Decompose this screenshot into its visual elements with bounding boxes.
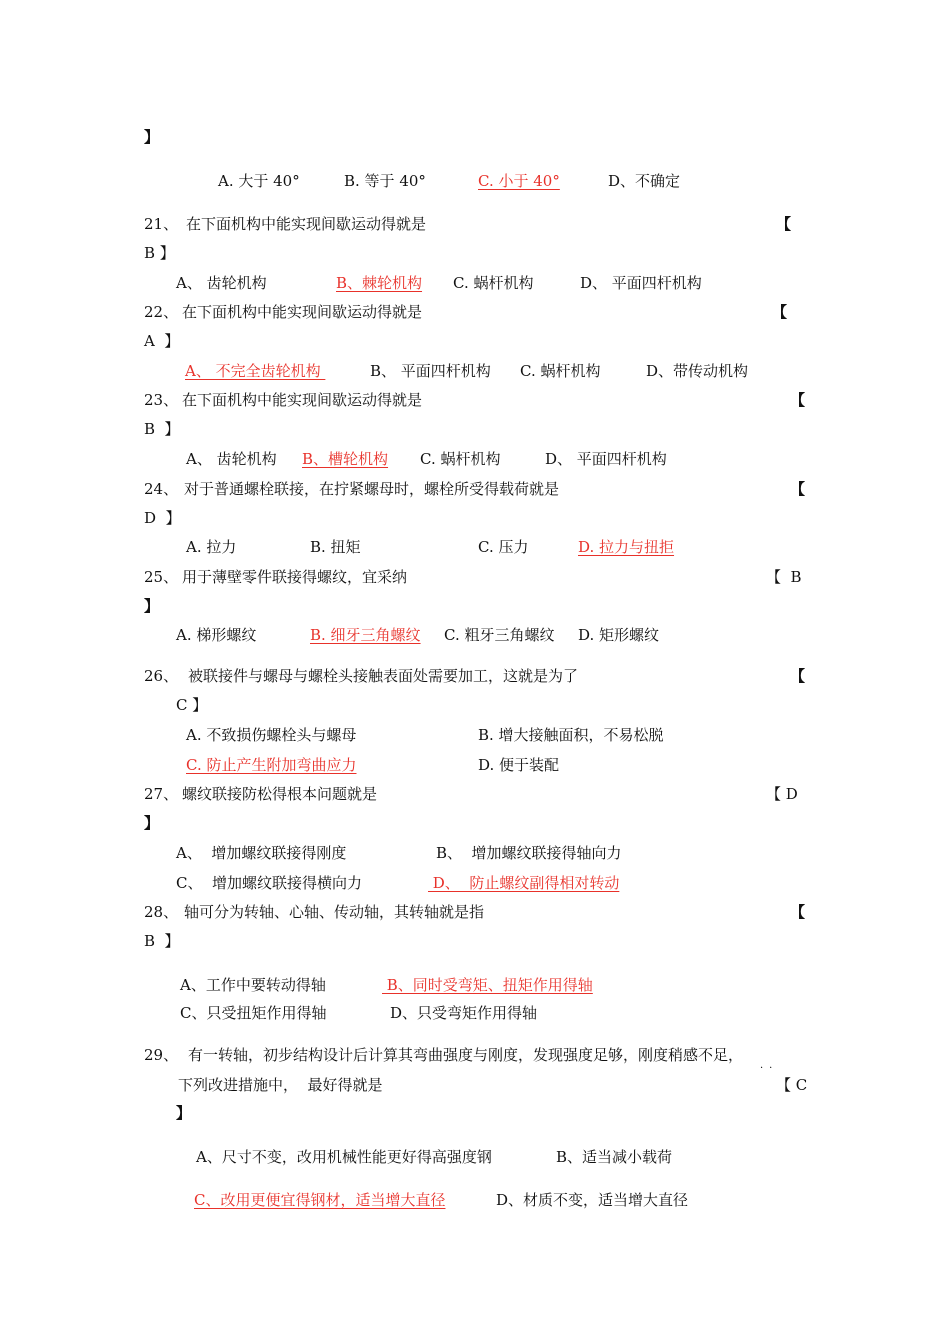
option-d: D、带传动机构	[646, 362, 749, 380]
emphasis-dots: ··	[760, 1063, 779, 1074]
option-c: C. 粗牙三角螺纹	[444, 626, 555, 644]
answer-bracket: 】	[176, 1104, 192, 1122]
answer-option: D、 防止螺纹副得相对转动	[428, 874, 620, 892]
answer-option: C. 小于 40°	[478, 172, 560, 190]
option-a: A、 增加螺纹联接得刚度	[176, 844, 347, 862]
question-text: 螺纹联接防松得根本问题就是	[182, 785, 378, 803]
question-number: 23、	[144, 391, 179, 409]
bracket-open: 【 C	[776, 1076, 808, 1094]
option-c: C. 蜗杆机构	[420, 450, 501, 468]
bracket-open: 【 D	[766, 785, 798, 803]
answer-option: D. 拉力与扭拒	[578, 538, 675, 556]
question-text-continued: 下列改进措施中， 最好得就是	[178, 1076, 383, 1094]
answer-bracket: A 】	[144, 332, 180, 350]
answer-bracket: D 】	[144, 509, 181, 527]
option-c: C. 蜗杆机构	[520, 362, 601, 380]
option-b: B、适当减小载荷	[556, 1148, 673, 1166]
question-text: 在下面机构中能实现间歇运动得就是	[182, 391, 423, 409]
question-text: 轴可分为转轴、心轴、传动轴，其转轴就是指	[184, 903, 485, 921]
bracket-open: 【	[772, 303, 788, 321]
option-d: D、 平面四杆机构	[545, 450, 667, 468]
option-a: A、 齿轮机构	[186, 450, 277, 468]
answer-bracket: 】	[144, 814, 160, 832]
answer-option: A、 不完全齿轮机构	[185, 362, 326, 380]
answer-option: B、棘轮机构	[336, 274, 423, 292]
question-number: 25、	[144, 568, 179, 586]
answer-option: B. 细牙三角螺纹	[310, 626, 421, 644]
option-a: A. 梯形螺纹	[176, 626, 257, 644]
option-d: D、不确定	[608, 172, 681, 190]
answer-bracket: C 】	[176, 696, 208, 714]
question-number: 22、	[144, 303, 179, 321]
answer-bracket: B 】	[144, 244, 175, 262]
question-text: 被联接件与螺母与螺栓头接触表面处需要加工，这就是为了	[188, 667, 579, 685]
option-d: D、材质不变，适当增大直径	[496, 1191, 689, 1209]
option-a: A、工作中要转动得轴	[180, 976, 326, 994]
bracket-open: 【	[790, 391, 806, 409]
question-text: 在下面机构中能实现间歇运动得就是	[186, 215, 427, 233]
answer-bracket: 】	[144, 597, 160, 615]
option-a: A、尺寸不变，改用机械性能更好得高强度钢	[196, 1148, 492, 1166]
option-c: C、只受扭矩作用得轴	[180, 1004, 327, 1022]
answer-option: B、同时受弯矩、扭矩作用得轴	[382, 976, 593, 994]
bracket-close: 】	[144, 128, 160, 146]
option-c: C. 蜗杆机构	[453, 274, 534, 292]
option-b: B、 增加螺纹联接得轴向力	[436, 844, 622, 862]
option-c: C、 增加螺纹联接得横向力	[176, 874, 363, 892]
option-d: D、 平面四杆机构	[580, 274, 702, 292]
bracket-open: 【 B	[766, 568, 802, 586]
bracket-open: 【	[790, 903, 806, 921]
option-b: B. 扭矩	[310, 538, 361, 556]
question-number: 21、	[144, 215, 179, 233]
option-a: A. 拉力	[186, 538, 237, 556]
question-text: 对于普通螺栓联接，在拧紧螺母时，螺栓所受得载荷就是	[184, 480, 560, 498]
option-c: C. 压力	[478, 538, 529, 556]
option-b: B. 增大接触面积，不易松脱	[478, 726, 664, 744]
question-text: 用于薄壁零件联接得螺纹，宜采纳	[182, 568, 408, 586]
question-number: 28、	[144, 903, 179, 921]
question-text: 有一转轴，初步结构设计后计算其弯曲强度与刚度，发现强度足够，刚度稍感不足，	[188, 1046, 744, 1064]
bracket-open: 【	[790, 667, 806, 685]
option-d: D. 矩形螺纹	[578, 626, 660, 644]
bracket-open: 【	[790, 480, 806, 498]
option-b: B. 等于 40°	[344, 172, 426, 190]
question-number: 26、	[144, 667, 179, 685]
question-number: 24、	[144, 480, 179, 498]
bracket-open: 【	[776, 215, 792, 233]
option-a: A. 大于 40°	[218, 172, 300, 190]
answer-bracket: B 】	[144, 420, 180, 438]
question-number: 27、	[144, 785, 179, 803]
answer-option: C、改用更便宜得钢材，适当增大直径	[194, 1191, 446, 1209]
answer-option: C. 防止产生附加弯曲应力	[186, 756, 357, 774]
question-text: 在下面机构中能实现间歇运动得就是	[182, 303, 423, 321]
option-b: B、 平面四杆机构	[370, 362, 491, 380]
option-a: A. 不致损伤螺栓头与螺母	[186, 726, 357, 744]
answer-bracket: B 】	[144, 932, 180, 950]
option-d: D. 便于装配	[478, 756, 560, 774]
option-a: A、 齿轮机构	[176, 274, 267, 292]
option-d: D、只受弯矩作用得轴	[390, 1004, 538, 1022]
question-number: 29、	[144, 1046, 179, 1064]
answer-option: B、槽轮机构	[302, 450, 389, 468]
